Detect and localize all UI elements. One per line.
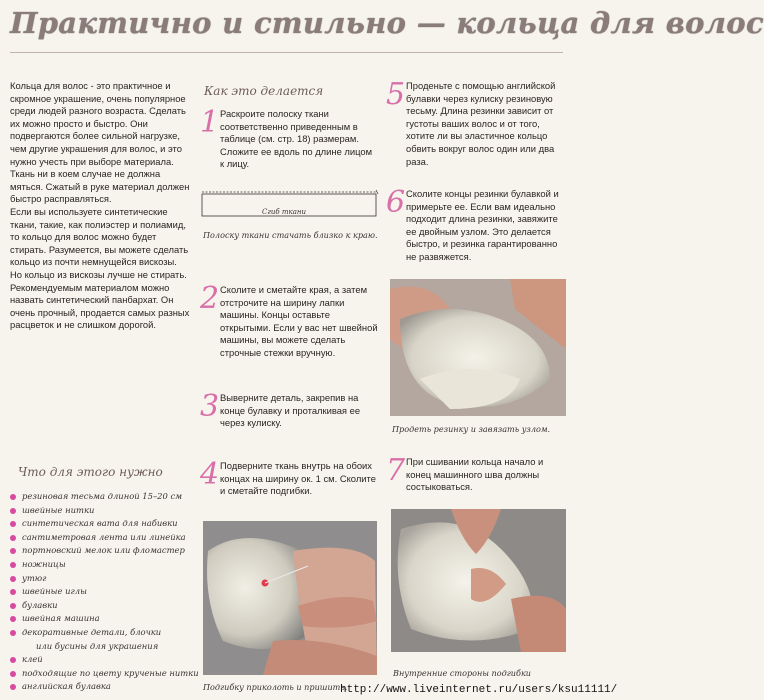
list-item: декоративные детали, блочки [8,626,198,640]
step-number: 2 [200,281,220,316]
photo-joining-ends [391,509,566,652]
step-number: 4 [200,457,220,492]
step-2 [200,281,378,360]
step-text: Сколите и сметайте края, а затем отстрочите на ширину лапки машины. Концы оставьте открытыми. Если у вас нет швейной машины, вы можете сделать строчные стежки вручную. [220,284,378,358]
materials-list [8,490,198,694]
title-divider [10,52,563,53]
bullet-icon [10,535,16,541]
knot-caption: Продеть резинку и завязать узлом. [392,424,551,434]
list-item-continuation: или бусины для украшения [36,640,159,651]
bullet-icon [10,657,16,663]
step-text: Выверните деталь, закрепив на конце булавку и проталкивая ее через кулиску. [220,392,361,429]
step-text: Подверните ткань внутрь на обоих концах на ширину ок. 1 см. Сколите и сметайте подгибки. [220,460,376,497]
list-item: резиновая тесьма длиной 15–20 см [8,490,198,504]
intro-paragraph: Если вы используете синтетические ткани, такие, как полиэстер и полиамид, то кольцо для волос можно будет стирать. Разумеется, вы можете сделать кольцо из почти немнущейся вискозы. Но кольцо из вискозы лучше не стирать. Рекомендуемым материалом можно назвать синтетический панбархат. Он очень прочный, продается самых разных расцветок и не слишком дорогой. [10,205,190,331]
step-text: Проденьте с помощью английской булавки через кулиску резиновую тесьму. Длина резинки зависит от густоты ваших волос и от того, хотите ли вы эластичное кольцо обвить вокруг волос один или два раза. [406,80,556,167]
step-number: 1 [200,105,220,140]
step-text: Сколите концы резинки булавкой и примерьте ее. Если вам идеально подходит длина резинки, завяжите ее двойным узлом. Это делается быстро, и резинка гарантированно не развяжется. [406,188,559,262]
page-title: Практично и стильно — кольца для волос [10,6,764,40]
step-7 [386,453,566,494]
fold-mark [376,190,378,194]
step-4 [200,457,378,498]
step-number: 3 [200,389,220,424]
intro-text [10,80,190,332]
step-1 [200,105,378,171]
list-item: швейные иглы [8,585,198,599]
strip-caption: Полоску ткани стачать близко к краю. [203,230,378,240]
list-item: ножницы [8,558,198,572]
bullet-icon [10,603,16,609]
step-number: 7 [386,453,406,488]
list-item: утюг [8,572,198,586]
pin-caption: Подгибку приколоть и пришить. [203,682,348,692]
list-item: портновский мелок или фломастер [8,544,198,558]
list-item: сантиметровая лента или линейка [8,531,198,545]
bullet-icon [10,589,16,595]
bullet-icon [10,521,16,527]
bullet-icon [10,562,16,568]
step-text: Раскроите полоску ткани соответственно приведенным в таблице (см. стр. 18) размерам. Сложите ее вдоль по длине лицом к лицу. [220,108,373,170]
bullet-icon [10,548,16,554]
step-number: 6 [386,185,406,220]
step-5 [386,77,566,168]
list-item: швейная машина [8,612,198,626]
intro-paragraph: Кольца для волос - это практичное и скромное украшение, очень популярное среди людей разного возраста. Сделать их можно просто и быстро. Они подвергаются более сильной нагрузке, чем другие украшения для волос, и это нужно учесть при выборе материала. Ткань ни в коем случае не должна мяться. Сжатый в руке материал должен быстро расправляться. [10,80,190,205]
bullet-icon [10,684,16,690]
photo-pinning-hem [203,521,377,675]
bullet-icon [10,630,16,636]
fold-diagram [200,186,378,226]
list-item: синтетическая вата для набивки [8,517,198,531]
list-item: швейные нитки [8,504,198,518]
bullet-icon [10,576,16,582]
step-text: При сшивании кольца начало и конец машинного шва должны состыковаться. [406,456,544,493]
step-3 [200,389,378,430]
photo-tying-elastic [390,279,566,416]
list-item: клей [8,653,198,667]
needs-heading: Что для этого нужно [18,465,163,479]
list-item: булавки [8,599,198,613]
bullet-icon [10,616,16,622]
bullet-icon [10,508,16,514]
inside-caption: Внутренние стороны подгибки [393,668,531,678]
step-6 [386,185,566,264]
how-heading: Как это делается [204,84,324,98]
bullet-icon [10,671,16,677]
watermark: http://www.liveinternet.ru/users/ksu11111/ [340,684,618,696]
fold-label: Сгиб ткани [262,208,307,216]
bullet-icon [10,494,16,500]
step-number: 5 [386,77,406,112]
list-item: английская булавка [8,680,198,694]
list-item: подходящие по цвету крученые нитки [8,667,198,681]
